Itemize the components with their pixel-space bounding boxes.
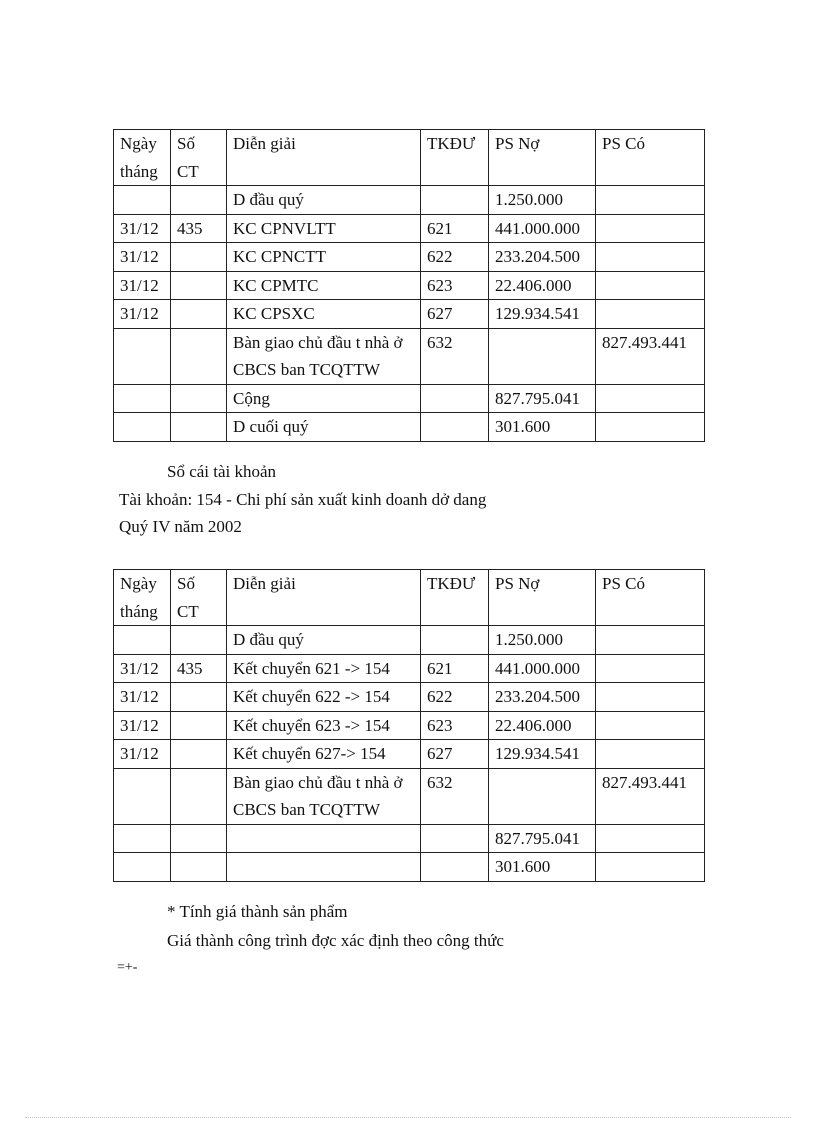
column-header: PS Nợ bbox=[489, 130, 596, 186]
table-cell bbox=[171, 740, 227, 769]
header-row bbox=[114, 130, 705, 186]
table-cell: 441.000.000 bbox=[489, 214, 596, 243]
table-cell: 233.204.500 bbox=[489, 683, 596, 712]
column-header: TKĐƯ bbox=[421, 570, 489, 626]
table-cell bbox=[596, 384, 705, 413]
table-cell bbox=[596, 214, 705, 243]
table-cell bbox=[114, 328, 171, 384]
table-cell bbox=[596, 740, 705, 769]
table-cell: D đầu quý bbox=[227, 186, 421, 215]
table-cell bbox=[421, 853, 489, 882]
table-cell bbox=[171, 243, 227, 272]
table-cell: 129.934.541 bbox=[489, 300, 596, 329]
ledger-table-2 bbox=[113, 569, 705, 882]
table-cell: KC CPMTC bbox=[227, 271, 421, 300]
table-cell bbox=[596, 300, 705, 329]
column-header: PS Nợ bbox=[489, 570, 596, 626]
header-row bbox=[114, 570, 705, 626]
table-row bbox=[114, 626, 705, 655]
table-cell bbox=[421, 413, 489, 442]
table-cell bbox=[596, 413, 705, 442]
table-cell: 1.250.000 bbox=[489, 186, 596, 215]
table-row bbox=[114, 711, 705, 740]
table-cell: Bàn giao chủ đầu t nhà ở CBCS ban TCQTTW bbox=[227, 768, 421, 824]
table-row bbox=[114, 824, 705, 853]
table-cell: Kết chuyển 622 -> 154 bbox=[227, 683, 421, 712]
table-cell: 827.795.041 bbox=[489, 824, 596, 853]
column-header: Số CT bbox=[171, 130, 227, 186]
table-row bbox=[114, 300, 705, 329]
table-cell bbox=[171, 413, 227, 442]
table-cell bbox=[171, 384, 227, 413]
table-cell bbox=[596, 853, 705, 882]
table-cell: 622 bbox=[421, 683, 489, 712]
table-cell: 827.795.041 bbox=[489, 384, 596, 413]
table-row bbox=[114, 683, 705, 712]
table-cell bbox=[171, 824, 227, 853]
table-cell bbox=[114, 626, 171, 655]
table-cell: 31/12 bbox=[114, 683, 171, 712]
table-cell bbox=[596, 683, 705, 712]
table-cell: D cuối quý bbox=[227, 413, 421, 442]
table-cell bbox=[227, 824, 421, 853]
table-cell: 627 bbox=[421, 300, 489, 329]
column-header: Diễn giải bbox=[227, 570, 421, 626]
table-row bbox=[114, 853, 705, 882]
table-cell: Kết chuyển 621 -> 154 bbox=[227, 654, 421, 683]
page-footer-rule bbox=[25, 1117, 791, 1118]
table-cell bbox=[596, 626, 705, 655]
table-cell bbox=[171, 711, 227, 740]
table-cell: 22.406.000 bbox=[489, 271, 596, 300]
table-cell: KC CPNCTT bbox=[227, 243, 421, 272]
table-cell bbox=[596, 824, 705, 853]
table-cell bbox=[114, 824, 171, 853]
table-cell: KC CPSXC bbox=[227, 300, 421, 329]
table-cell bbox=[171, 186, 227, 215]
product-cost-heading: * Tính giá thành sản phẩm bbox=[167, 902, 348, 921]
table-cell: 31/12 bbox=[114, 243, 171, 272]
ledger-title: Sổ cái tài khoản bbox=[167, 462, 277, 481]
table-cell bbox=[171, 683, 227, 712]
table-cell bbox=[171, 300, 227, 329]
table-row bbox=[114, 654, 705, 683]
table-cell: 827.493.441 bbox=[596, 768, 705, 824]
table-cell: KC CPNVLTT bbox=[227, 214, 421, 243]
table-row bbox=[114, 243, 705, 272]
table-cell bbox=[114, 768, 171, 824]
table-row bbox=[114, 186, 705, 215]
column-header: TKĐƯ bbox=[421, 130, 489, 186]
table-cell: 22.406.000 bbox=[489, 711, 596, 740]
table-cell: 632 bbox=[421, 768, 489, 824]
table-cell: 435 bbox=[171, 654, 227, 683]
column-header: Ngày tháng bbox=[114, 570, 171, 626]
table-cell: 623 bbox=[421, 711, 489, 740]
table-cell: 31/12 bbox=[114, 214, 171, 243]
table-row bbox=[114, 768, 705, 824]
table-cell bbox=[114, 186, 171, 215]
table-row bbox=[114, 384, 705, 413]
table-cell: 31/12 bbox=[114, 740, 171, 769]
period-line: Quý IV năm 2002 bbox=[119, 517, 242, 536]
table-cell bbox=[171, 626, 227, 655]
table-cell: 31/12 bbox=[114, 271, 171, 300]
table-cell: 627 bbox=[421, 740, 489, 769]
table-cell bbox=[171, 768, 227, 824]
table-cell bbox=[171, 271, 227, 300]
table-row bbox=[114, 271, 705, 300]
table-cell bbox=[596, 243, 705, 272]
account-line: Tài khoản: 154 - Chi phí sản xuất kinh doanh dở dang bbox=[119, 490, 487, 509]
table-cell bbox=[421, 186, 489, 215]
table-cell: 31/12 bbox=[114, 654, 171, 683]
table-cell: 1.250.000 bbox=[489, 626, 596, 655]
table-row bbox=[114, 214, 705, 243]
table-cell: 129.934.541 bbox=[489, 740, 596, 769]
column-header: PS Có bbox=[596, 570, 705, 626]
table-cell bbox=[489, 768, 596, 824]
column-header: Số CT bbox=[171, 570, 227, 626]
table-row bbox=[114, 740, 705, 769]
table-row bbox=[114, 328, 705, 384]
table-cell: Bàn giao chủ đầu t nhà ở CBCS ban TCQTTW bbox=[227, 328, 421, 384]
table-cell bbox=[596, 711, 705, 740]
table-cell bbox=[227, 853, 421, 882]
table-cell: 621 bbox=[421, 214, 489, 243]
table-cell bbox=[596, 654, 705, 683]
ledger-table-1 bbox=[113, 129, 705, 442]
column-header: PS Có bbox=[596, 130, 705, 186]
table-cell bbox=[596, 271, 705, 300]
table-cell: 31/12 bbox=[114, 300, 171, 329]
table-cell bbox=[114, 413, 171, 442]
table-cell: D đầu quý bbox=[227, 626, 421, 655]
table-cell bbox=[421, 626, 489, 655]
table-cell: 621 bbox=[421, 654, 489, 683]
table-cell bbox=[489, 328, 596, 384]
column-header: Ngày tháng bbox=[114, 130, 171, 186]
table-cell bbox=[421, 384, 489, 413]
table-cell: Cộng bbox=[227, 384, 421, 413]
table-cell: 301.600 bbox=[489, 853, 596, 882]
table-cell bbox=[171, 853, 227, 882]
table-cell bbox=[114, 853, 171, 882]
table-cell: 301.600 bbox=[489, 413, 596, 442]
table-cell bbox=[596, 186, 705, 215]
formula-intro: Giá thành công trình đợc xác định theo công thức bbox=[167, 931, 504, 950]
table-cell bbox=[171, 328, 227, 384]
formula: =+- bbox=[117, 960, 138, 975]
table-cell bbox=[114, 384, 171, 413]
table-cell: 435 bbox=[171, 214, 227, 243]
table-cell bbox=[421, 824, 489, 853]
table-cell: Kết chuyển 623 -> 154 bbox=[227, 711, 421, 740]
table-cell: 623 bbox=[421, 271, 489, 300]
column-header: Diễn giải bbox=[227, 130, 421, 186]
table-cell: Kết chuyển 627-> 154 bbox=[227, 740, 421, 769]
table-cell: 31/12 bbox=[114, 711, 171, 740]
table-cell: 827.493.441 bbox=[596, 328, 705, 384]
table-cell: 632 bbox=[421, 328, 489, 384]
table-cell: 233.204.500 bbox=[489, 243, 596, 272]
table-cell: 622 bbox=[421, 243, 489, 272]
table-row bbox=[114, 413, 705, 442]
table-cell: 441.000.000 bbox=[489, 654, 596, 683]
